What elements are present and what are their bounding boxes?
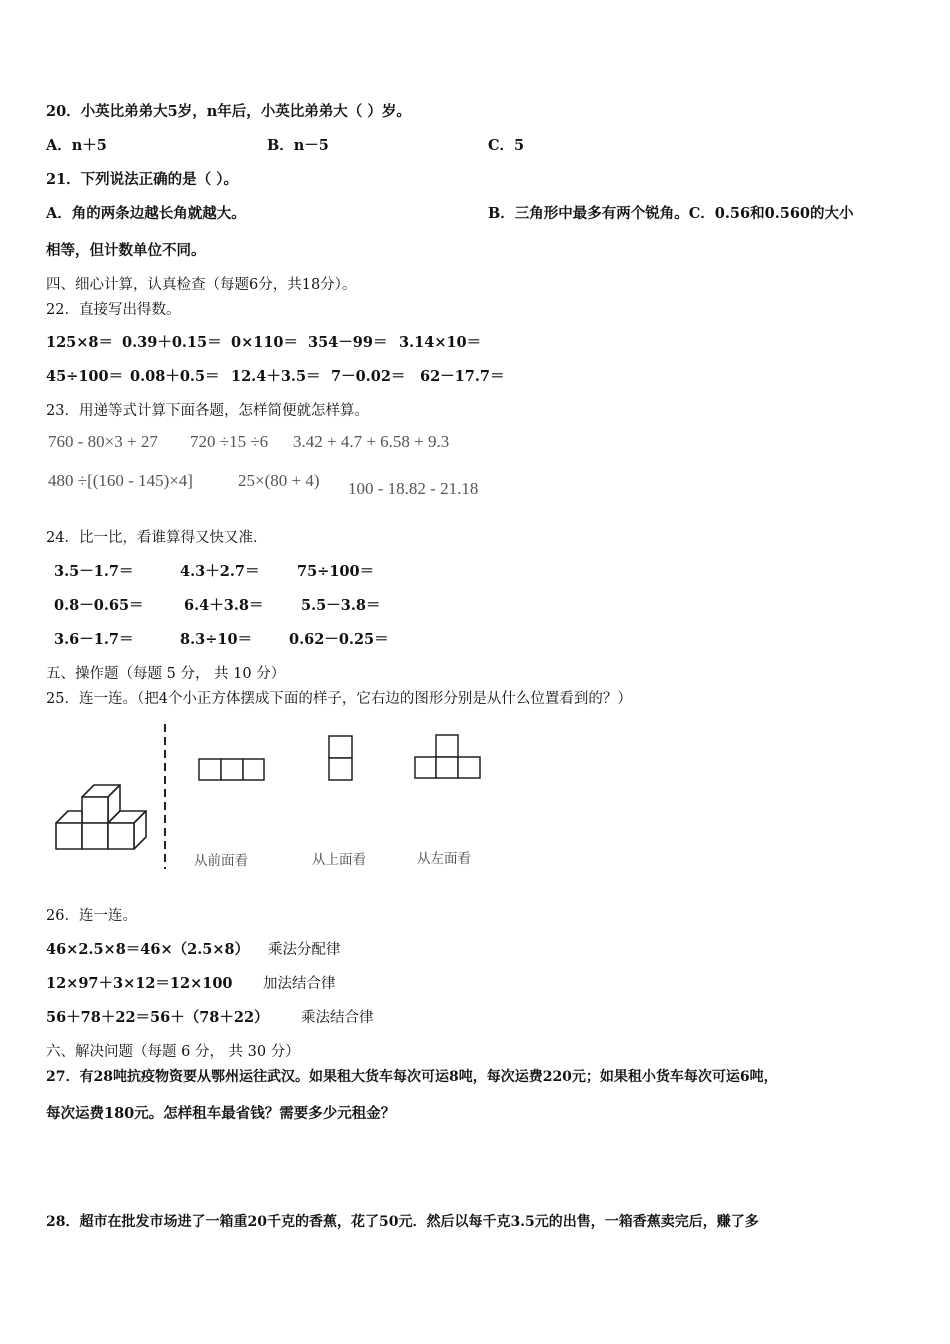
q22-r2-c4: 7－0.02＝: [331, 368, 406, 385]
q24-r3-c2: 8.3÷10＝: [180, 631, 253, 648]
q22-r1-c2: 0.39＋0.15＝: [122, 334, 222, 351]
section-4-title: 四、细心计算，认真检查（每题6分，共18分）。: [46, 277, 357, 293]
q24-r3-c1: 3.6－1.7＝: [54, 631, 134, 648]
left-view-shape: [414, 734, 482, 780]
q22-r1-c5: 3.14×10＝: [399, 334, 482, 351]
q24-r1-c2: 4.3＋2.7＝: [180, 563, 260, 580]
q27-line-1: 27．有28吨抗疫物资要从鄂州运往武汉。如果租大货车每次可运8吨，每次运费220元；如果租小货车每次可运6吨，: [46, 1069, 778, 1085]
q23-r1-c2: 720 ÷15 ÷6: [190, 432, 269, 451]
q21-option-bc-cont: 相等，但计数单位不同。: [46, 242, 206, 259]
q22-r2-c5: 62－17.7＝: [420, 368, 505, 385]
q22-r2-c2: 0.08＋0.5＝: [130, 368, 220, 385]
q24-stem: 24．比一比，看谁算得又快又准．: [46, 530, 268, 546]
section-5-title: 五、操作题（每题 5 分， 共 10 分）: [46, 666, 286, 682]
q22-r1-c1: 125×8＝: [46, 334, 114, 351]
view-label-front: 从前面看: [194, 853, 248, 869]
q23-r2-c1: 480 ÷[(160 - 145)×4]: [48, 471, 193, 490]
q26-expr-2: 12×97＋3×12＝12×100: [46, 975, 233, 992]
q26-expr-1: 46×2.5×8＝46×（2.5×8）: [46, 941, 250, 958]
q22-r1-c4: 354－99＝: [308, 334, 388, 351]
q22-r2-c3: 12.4＋3.5＝: [231, 368, 321, 385]
q22-stem: 22．直接写出得数。: [46, 302, 181, 318]
q20-option-b: B．n－5: [267, 137, 329, 154]
q20-stem: 20．小英比弟弟大5岁，n年后，小英比弟弟大（ ）岁。: [46, 103, 411, 120]
section-6-title: 六、解决问题（每题 6 分， 共 30 分）: [46, 1044, 300, 1060]
q21-stem: 21．下列说法正确的是（ ）。: [46, 171, 238, 188]
q28-line-1: 28．超市在批发市场进了一箱重20千克的香蕉，花了50元．然后以每千克3.5元的出售，一箱香蕉卖完后，赚了多: [46, 1214, 759, 1230]
q26-law-1[interactable]: 乘法分配律: [268, 942, 341, 958]
cube-stack-figure: [50, 775, 150, 855]
q24-r1-c3: 75÷100＝: [297, 563, 375, 580]
q26-stem: 26．连一连。: [46, 908, 137, 924]
q24-r2-c3: 5.5－3.8＝: [301, 597, 381, 614]
dashed-divider: [160, 724, 170, 869]
q21-option-bc: B．三角形中最多有两个锐角。C．0.56和0.560的大小: [488, 205, 854, 222]
q24-r2-c1: 0.8－0.65＝: [54, 597, 144, 614]
q27-line-2: 每次运费180元。怎样租车最省钱？需要多少元租金？: [46, 1105, 396, 1122]
q26-law-2[interactable]: 加法结合律: [263, 976, 336, 992]
q22-r1-c3: 0×110＝: [231, 334, 299, 351]
q23-stem: 23．用递等式计算下面各题，怎样简便就怎样算。: [46, 403, 369, 419]
front-view-shape: [198, 758, 266, 782]
top-view-shape: [328, 735, 354, 781]
q23-r2-c3: 100 - 18.82 - 21.18: [348, 479, 479, 498]
q23-r2-c2: 25×(80 + 4): [238, 471, 320, 490]
q23-r1-c3: 3.42 + 4.7 + 6.58 + 9.3: [293, 432, 450, 451]
view-label-left: 从左面看: [417, 851, 471, 867]
q21-option-a: A．角的两条边越长角就越大。: [46, 205, 246, 222]
q24-r3-c3: 0.62－0.25＝: [289, 631, 389, 648]
q25-stem: 25．连一连。（把4个小正方体摆成下面的样子，它右边的图形分别是从什么位置看到的？）: [46, 691, 632, 707]
q26-law-3[interactable]: 乘法结合律: [301, 1010, 374, 1026]
q20-option-a: A．n＋5: [46, 137, 107, 154]
q26-expr-3: 56＋78＋22＝56＋（78＋22）: [46, 1009, 269, 1026]
q24-r1-c1: 3.5－1.7＝: [54, 563, 134, 580]
q22-r2-c1: 45÷100＝: [46, 368, 124, 385]
q23-r1-c1: 760 - 80×3 + 27: [48, 432, 158, 451]
view-label-top: 从上面看: [312, 852, 366, 868]
q20-option-c: C．5: [488, 137, 525, 154]
q24-r2-c2: 6.4＋3.8＝: [184, 597, 264, 614]
